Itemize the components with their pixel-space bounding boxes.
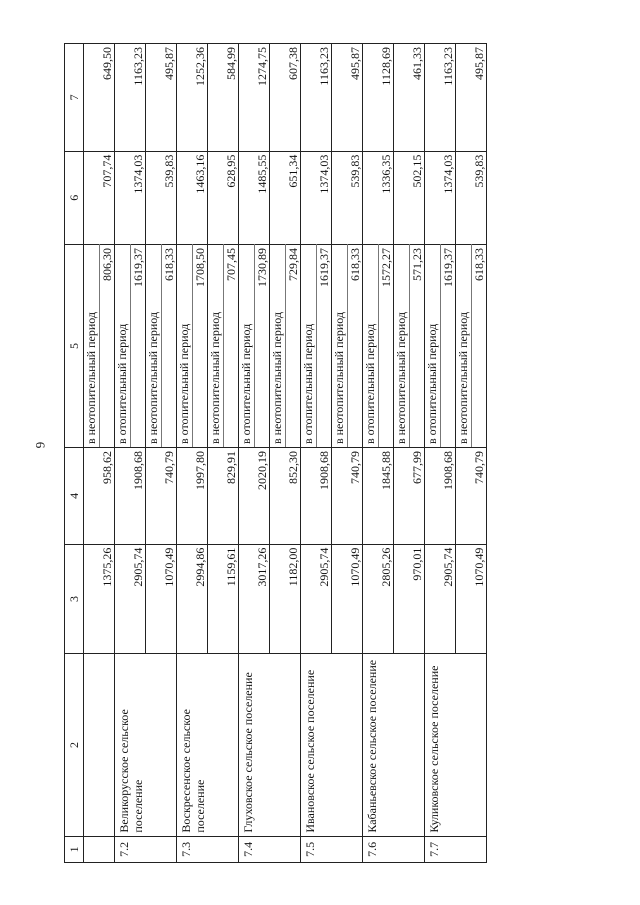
value-cell: 1619,37 [317, 244, 332, 447]
value-cell: 1252,36 [177, 44, 208, 152]
row-code: 7.7 [425, 836, 487, 862]
value-cell: 707,45 [224, 244, 239, 447]
value-cell: 618,33 [472, 244, 487, 447]
period-label: в неотопительный период [394, 244, 410, 447]
settlement-name: Куликовское сельское поселение [425, 654, 487, 836]
value-cell: 1336,35 [363, 151, 394, 244]
value-cell: 1908,68 [301, 448, 332, 545]
value-cell: 539,83 [456, 151, 487, 244]
column-number: 4 [65, 448, 84, 545]
value-cell: 1070,49 [146, 544, 177, 654]
value-cell: 970,01 [394, 544, 425, 654]
value-cell: 1274,75 [239, 44, 270, 152]
value-cell: 1997,80 [177, 448, 208, 545]
code-cell [84, 836, 115, 862]
column-number: 7 [65, 44, 84, 152]
rotated-page-content [64, 43, 576, 863]
value-cell: 958,62 [84, 448, 115, 545]
value-cell: 1908,68 [425, 448, 456, 545]
value-cell: 628,95 [208, 151, 239, 244]
value-cell: 707,74 [84, 151, 115, 244]
column-number: 3 [65, 544, 84, 654]
period-label: в отопительный период [363, 244, 379, 447]
value-cell: 1163,23 [301, 44, 332, 152]
value-cell: 2020,19 [239, 448, 270, 545]
value-cell: 2905,74 [425, 544, 456, 654]
value-cell: 740,79 [332, 448, 363, 545]
value-cell: 651,34 [270, 151, 301, 244]
value-cell: 729,84 [286, 244, 301, 447]
period-label: в неотопительный период [84, 244, 100, 447]
value-cell: 2905,74 [301, 544, 332, 654]
period-label: в отопительный период [239, 244, 255, 447]
value-cell: 1128,69 [363, 44, 394, 152]
value-cell: 1619,37 [131, 244, 146, 447]
table-row [301, 44, 317, 863]
period-label: в отопительный период [301, 244, 317, 447]
period-label: в неотопительный период [208, 244, 224, 447]
row-code: 7.3 [177, 836, 239, 862]
value-cell: 1619,37 [441, 244, 456, 447]
value-cell: 1708,50 [193, 244, 208, 447]
value-cell: 1163,23 [425, 44, 456, 152]
column-number: 5 [65, 244, 84, 447]
period-label: в отопительный период [425, 244, 441, 447]
period-label: в отопительный период [177, 244, 193, 447]
row-code: 7.5 [301, 836, 363, 862]
period-label: в неотопительный период [146, 244, 162, 447]
column-number-row [65, 44, 84, 863]
value-cell: 1375,26 [84, 544, 115, 654]
value-cell: 806,30 [100, 244, 115, 447]
value-cell: 852,30 [270, 448, 301, 545]
value-cell: 2805,26 [363, 544, 394, 654]
value-cell: 461,33 [394, 44, 425, 152]
column-number: 6 [65, 151, 84, 244]
page-number: 6 [33, 441, 48, 449]
value-cell: 649,50 [84, 44, 115, 152]
value-cell: 1182,00 [270, 544, 301, 654]
value-cell: 539,83 [146, 151, 177, 244]
column-number: 2 [65, 654, 84, 836]
value-cell: 539,83 [332, 151, 363, 244]
tariff-table [64, 43, 487, 863]
value-cell: 1070,49 [456, 544, 487, 654]
value-cell: 740,79 [146, 448, 177, 545]
value-cell: 495,87 [332, 44, 363, 152]
value-cell: 2994,86 [177, 544, 208, 654]
value-cell: 607,38 [270, 44, 301, 152]
table-row [84, 44, 100, 863]
table-row [177, 44, 193, 863]
table-row [425, 44, 441, 863]
value-cell: 1485,55 [239, 151, 270, 244]
value-cell: 502,15 [394, 151, 425, 244]
settlement-name: Воскресенское сельское поселение [177, 654, 239, 836]
settlement-name: Великорусское сельское поселение [115, 654, 177, 836]
settlement-name: Кабаньевское сельское поселение [363, 654, 425, 836]
table-row [363, 44, 379, 863]
value-cell: 1163,23 [115, 44, 146, 152]
period-label: в неотопительный период [332, 244, 348, 447]
value-cell: 618,33 [348, 244, 363, 447]
value-cell: 740,79 [456, 448, 487, 545]
value-cell: 495,87 [146, 44, 177, 152]
row-code: 7.2 [115, 836, 177, 862]
period-label: в неотопительный период [456, 244, 472, 447]
value-cell: 1159,61 [208, 544, 239, 654]
settlement-name: Глуховское сельское поселение [239, 654, 301, 836]
table-row [239, 44, 255, 863]
settlement-cell [84, 654, 115, 836]
value-cell: 1374,03 [115, 151, 146, 244]
value-cell: 1845,88 [363, 448, 394, 545]
row-code: 7.4 [239, 836, 301, 862]
value-cell: 1070,49 [332, 544, 363, 654]
value-cell: 495,87 [456, 44, 487, 152]
period-label: в отопительный период [115, 244, 131, 447]
row-code: 7.6 [363, 836, 425, 862]
column-number: 1 [65, 836, 84, 862]
value-cell: 1374,03 [301, 151, 332, 244]
value-cell: 1572,27 [379, 244, 394, 447]
value-cell: 677,99 [394, 448, 425, 545]
period-label: в неотопительный период [270, 244, 286, 447]
value-cell: 1730,89 [255, 244, 270, 447]
value-cell: 2905,74 [115, 544, 146, 654]
table-row [115, 44, 131, 863]
value-cell: 571,23 [410, 244, 425, 447]
value-cell: 1908,68 [115, 448, 146, 545]
value-cell: 829,91 [208, 448, 239, 545]
value-cell: 618,33 [162, 244, 177, 447]
value-cell: 584,99 [208, 44, 239, 152]
settlement-name: Ивановское сельское поселение [301, 654, 363, 836]
value-cell: 1463,16 [177, 151, 208, 244]
value-cell: 1374,03 [425, 151, 456, 244]
value-cell: 3017,26 [239, 544, 270, 654]
